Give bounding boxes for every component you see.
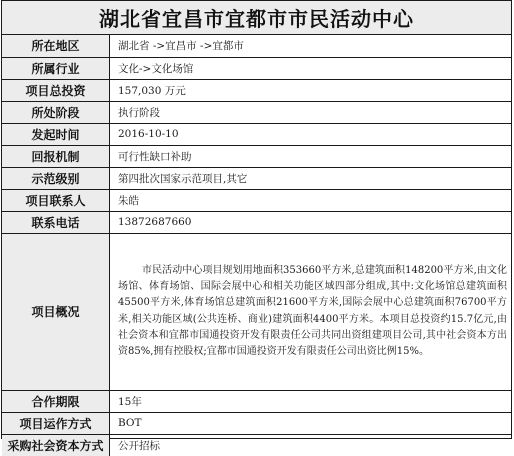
field-value: 157,030 万元 xyxy=(110,79,512,101)
row-total-investment xyxy=(2,79,511,101)
project-info-sheet xyxy=(1,0,512,453)
row-return-mechanism xyxy=(2,145,511,167)
field-label: 示范级别 xyxy=(2,167,110,189)
field-label: 采购社会资本方式 xyxy=(2,434,110,456)
row-region xyxy=(2,35,511,57)
field-value: 湖北省 ->宜昌市 ->宜都市 xyxy=(110,35,512,57)
overview-cell xyxy=(110,233,512,390)
field-value: 文化->文化场馆 xyxy=(110,57,512,79)
row-stage xyxy=(2,101,511,123)
field-label: 项目联系人 xyxy=(2,189,110,211)
field-value: BOT xyxy=(110,412,512,434)
row-contact-person xyxy=(2,189,511,211)
row-industry xyxy=(2,57,511,79)
field-value: 朱皓 xyxy=(110,189,512,211)
field-value: 公开招标 xyxy=(118,439,160,452)
field-value: 可行性缺口补助 xyxy=(110,145,512,167)
field-label: 发起时间 xyxy=(2,123,110,145)
field-label: 合作期限 xyxy=(2,390,110,412)
field-label: 联系电话 xyxy=(2,211,110,233)
field-label: 回报机制 xyxy=(2,145,110,167)
field-label: 项目概况 xyxy=(2,233,110,390)
project-info-table xyxy=(2,35,511,456)
field-value: 执行阶段 xyxy=(110,101,512,123)
row-launch-date xyxy=(2,123,511,145)
field-label: 项目运作方式 xyxy=(2,412,110,434)
overview-text: 市民活动中心项目规划用地面积353660平方米,总建筑面积148200平方米,由文化场馆、体育场馆、国际会展中心和相关功能区域四部分组成,其中:文化场馆总建筑面积45500平方米,体育场馆总建筑面积21600平方米,国际会展中心总建筑面积76700平方米,相关功能区域(公共连桥、商业)建筑面积4400平方米。本项目总投资约15.7亿元,由社会资本和宜都市国通投资开发有限责任公司共同出资组建项目公司,其中社会资本方出资85%,拥有控股权;宜都市国通投资开发有限责任公司出资比例15%。 xyxy=(118,264,507,357)
field-label: 所属行业 xyxy=(2,57,110,79)
field-label: 所处阶段 xyxy=(2,101,110,123)
field-value: 2016-10-10 xyxy=(110,123,512,145)
field-label: 所在地区 xyxy=(2,35,110,57)
row-operation-mode xyxy=(2,412,511,434)
field-value: 15年 xyxy=(110,390,512,412)
row-contact-phone xyxy=(2,211,511,233)
row-overview xyxy=(2,233,511,390)
field-value: 13872687660 xyxy=(110,211,512,233)
row-procurement-method xyxy=(2,434,511,456)
field-value: 第四批次国家示范项目,其它 xyxy=(110,167,512,189)
field-label: 项目总投资 xyxy=(2,79,110,101)
row-cooperation-term xyxy=(2,390,511,412)
row-demo-level xyxy=(2,167,511,189)
page-title: 湖北省宜昌市宜都市市民活动中心 xyxy=(2,1,511,35)
